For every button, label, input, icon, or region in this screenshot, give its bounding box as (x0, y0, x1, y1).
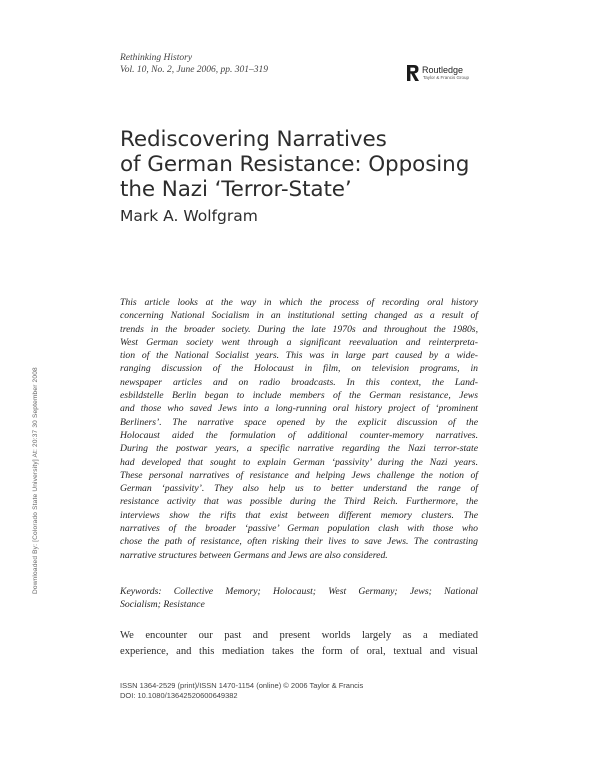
abstract-line: West German society went through a significant reevaluation and reinterpreta- (120, 336, 478, 348)
abstract-line: concerning National Socialism in an institutional setting changed as a result of (120, 310, 478, 322)
article-title (120, 127, 480, 202)
abstract-line: During the postwar years, a specific narrative regarding the Nazi terror-state (120, 443, 478, 455)
abstract-line: chose the path of resistance, often risking their lives to save Jews. The contrasting (120, 536, 478, 548)
title-line: of German Resistance: Opposing (120, 152, 470, 177)
abstract-line: This article looks at the way in which the process of recording oral history (120, 297, 478, 308)
issn-line: ISSN 1364-2529 (print)/ISSN 1470-1154 (online) © 2006 Taylor & Francis (120, 681, 364, 690)
abstract-line: had developed that sought to explain German ‘passivity’ during the Nazi years. (120, 456, 478, 468)
body-text (120, 628, 478, 660)
abstract-line: German ‘passivity’. They also help us to better understand the range of (120, 483, 478, 495)
issn-footer (120, 681, 363, 701)
publisher-tagline: Taylor & Francis Group (423, 75, 470, 80)
abstract-line: and those who saved Jews into a long-running oral history project of ‘prominent (120, 403, 478, 415)
abstract-line: interviews show the rifts that exist between different memory clusters. The (120, 509, 478, 521)
body-line: experience, and this mediation takes the form of oral, textual and visual (120, 646, 478, 657)
abstract-line: narrative structures between Germans and Jews are also considered. (120, 549, 388, 561)
abstract-line: trends in the broader society. During the late 1970s and throughout the 1980s, (120, 323, 478, 335)
body-line: We encounter our past and present worlds largely as a mediated (120, 630, 478, 641)
title-line: Rediscovering Narratives (120, 127, 387, 152)
margin-note-text: Downloaded By: [Colorado State University] At: 20:37 30 September 2008 (32, 367, 39, 594)
journal-header (120, 52, 268, 76)
publisher-mark (406, 64, 496, 82)
keywords-line: Socialism; Resistance (120, 599, 205, 611)
abstract-line: esbildstelle Berlin began to include members of the German resistance, Jews (120, 390, 478, 402)
keywords (120, 585, 478, 612)
abstract-line: tion of the National Socialist years. This was in large part caused by a wide- (120, 350, 478, 362)
abstract (120, 296, 478, 562)
abstract-line: Holocaust aided the formulation of additional counter-memory narratives. (120, 429, 478, 441)
abstract-line: These personal narratives of resistance and helping Jews challenge the notion of (120, 469, 478, 481)
abstract-line: newspaper articles and on radio broadcasts. In this context, the Land- (120, 376, 478, 388)
keywords-line: Keywords: Collective Memory; Holocaust; West Germany; Jews; National (120, 586, 478, 597)
abstract-line: narratives of the broader ‘passive’ German population clash with those who (120, 523, 478, 535)
abstract-line: ranging discussion of the Holocaust in film, on television programs, in (120, 363, 478, 375)
doi-line: DOI: 10.1080/13642520600649382 (120, 691, 238, 700)
publisher-name: Routledge (422, 65, 464, 75)
routledge-logo-icon (406, 64, 420, 82)
download-margin-note (32, 244, 46, 594)
abstract-line: Berliners’. The narrative space opened by the explicit discussion of the (120, 416, 478, 428)
journal-citation: Vol. 10, No. 2, June 2006, pp. 301–319 (120, 65, 269, 75)
title-line: the Nazi ‘Terror-State’ (120, 177, 352, 202)
abstract-line: resistance activity that was possible during the Third Reich. Furthermore, the (120, 496, 478, 508)
article-author: Mark A. Wolfgram (120, 207, 258, 225)
journal-name: Rethinking History (120, 53, 193, 63)
